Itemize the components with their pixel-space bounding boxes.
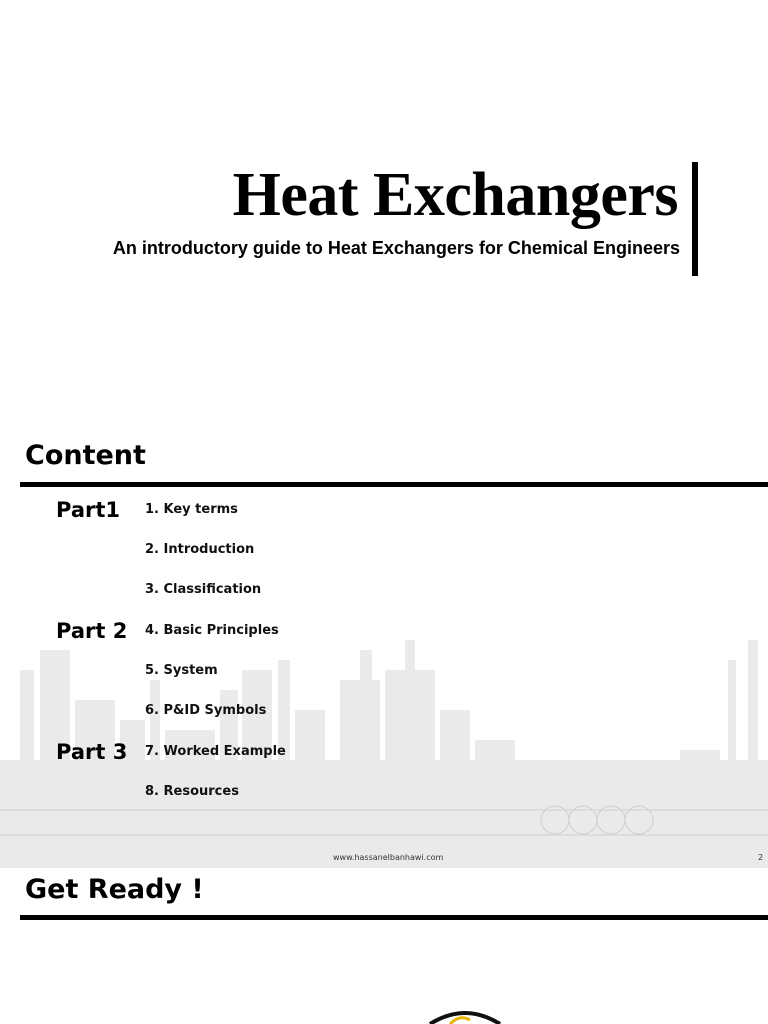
slide-title: Heat Exchangers <box>232 161 678 229</box>
refinery-skyline-background <box>0 610 768 868</box>
toc-item-worked-example: 7. Worked Example <box>145 744 286 759</box>
part-2-label: Part 2 <box>56 619 128 643</box>
get-ready-slide <box>0 868 768 1024</box>
content-slide <box>0 420 768 868</box>
footer-url: www.hassanelbanhawi.com <box>333 853 444 862</box>
toc-item-basic-principles: 4. Basic Principles <box>145 623 279 638</box>
toc-item-system: 5. System <box>145 663 218 678</box>
part-1-label: Part1 <box>56 498 121 522</box>
page-number: 2 <box>758 853 764 862</box>
toc-item-classification: 3. Classification <box>145 582 262 597</box>
get-ready-divider <box>20 915 768 920</box>
part-3-label: Part 3 <box>56 740 128 764</box>
title-slide <box>0 0 768 418</box>
toc-item-introduction: 2. Introduction <box>145 542 255 557</box>
content-heading: Content <box>25 440 146 471</box>
content-divider <box>20 482 768 487</box>
get-ready-heading: Get Ready ! <box>25 874 204 905</box>
title-accent-bar <box>692 162 698 276</box>
toc-item-pid-symbols: 6. P&ID Symbols <box>145 703 267 718</box>
toc-item-resources: 8. Resources <box>145 784 239 799</box>
logo-arc-graphic <box>420 1000 510 1024</box>
slide-subtitle: An introductory guide to Heat Exchangers for Chemical Engineers <box>112 238 680 258</box>
toc-item-key-terms: 1. Key terms <box>145 502 238 517</box>
